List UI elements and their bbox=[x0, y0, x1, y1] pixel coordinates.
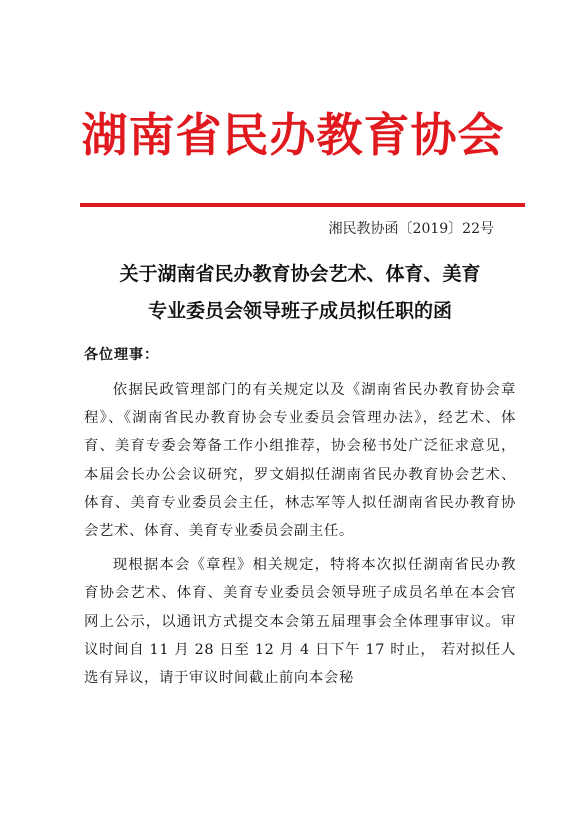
letter-body bbox=[84, 376, 516, 698]
title-line-2: 专业委员会领导班子成员拟任职的函 bbox=[147, 300, 452, 322]
red-divider-rule bbox=[80, 203, 525, 207]
document-number: 湘民教协函〔2019〕22号 bbox=[328, 221, 494, 237]
body-paragraph-2: 现根据本会《章程》相关规定，特将本次拟任湖南省民办教育协会艺术、体育、美育专业委员会领导班子成员名单在本会官网上公示，以通讯方式提交本会第五届理事会全体理事审议。审议时间自 11 月 28 日至 12 月 4 日下午 17 时止， 若对拟任人选有异议，请于审议时间截止前向本会秘 bbox=[84, 557, 516, 687]
organization-header: 湖南省民办教育协会 bbox=[81, 108, 505, 162]
document-title bbox=[70, 256, 530, 330]
title-line-1: 关于湖南省民办教育协会艺术、体育、美育 bbox=[119, 263, 481, 285]
body-paragraph-1: 依据民政管理部门的有关规定以及《湖南省民办教育协会章程》、《湖南省民办教育协会专业委员会管理办法》，经艺术、体育、美育专委会筹备工作小组推荐，协会秘书处广泛征求意见，本届会长办公会议研究，罗文娟拟任湖南省民办教育协会艺术、体育、美育专业委员会主任，林志军等人拟任湖南省民办教育协会艺术、体育、美育专业委员会副主任。 bbox=[84, 382, 516, 540]
salutation: 各位理事： bbox=[84, 347, 159, 363]
